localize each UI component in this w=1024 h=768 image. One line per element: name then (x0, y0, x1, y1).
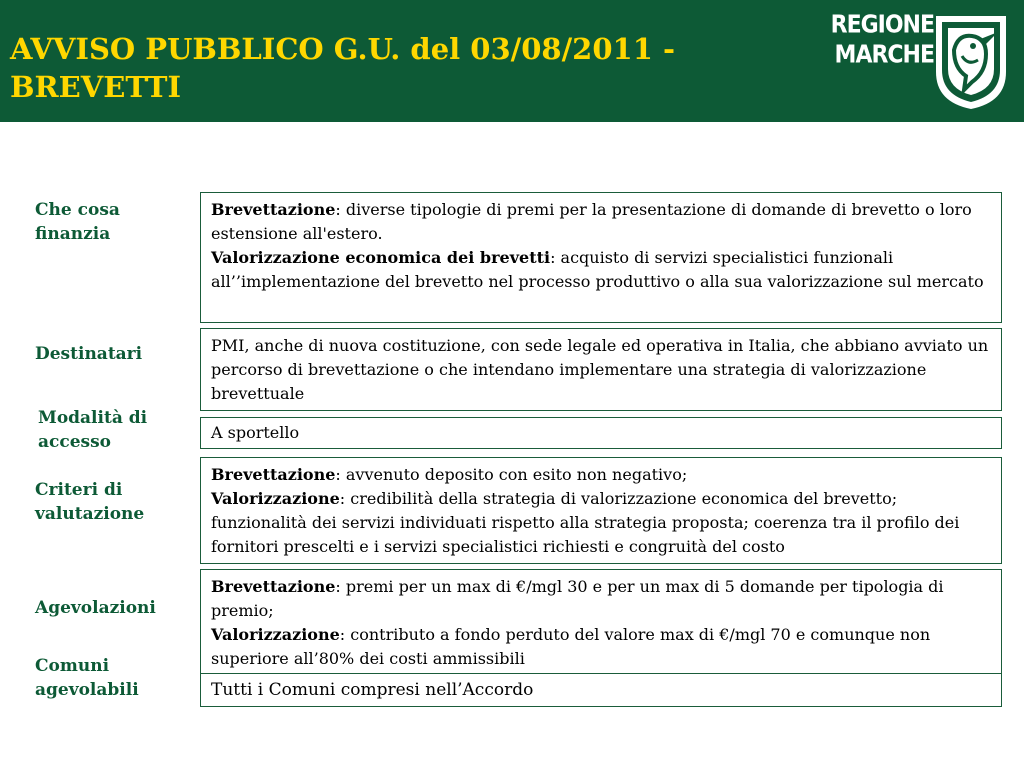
brevettazione-heading: Brevettazione (211, 577, 336, 596)
brevettazione-heading: Brevettazione (211, 200, 336, 219)
valorizzazione-text: : credibilità della strategia di valorizzazione economica del brevetto; funzionalità dei servizi individuati rispetto alla strategia proposta; coerenza tra il profilo dei fornitori prescelti e i servizi specialistici richiesti e congruità del costo (211, 489, 960, 556)
box-agevolazioni (200, 569, 1002, 676)
page-title: AVVISO PUBBLICO G.U. del 03/08/2011 - BREVETTI (10, 32, 676, 104)
box-comuni-agevolabili (200, 673, 1002, 707)
regione-marche-logo (818, 10, 1018, 112)
brevettazione-text: : avvenuto deposito con esito non negativo; (335, 465, 688, 484)
valorizzazione-heading: Valorizzazione (211, 489, 340, 508)
woodpecker-shield-icon (928, 10, 1014, 112)
brevettazione-heading: Brevettazione (211, 465, 336, 484)
destinatari-text: PMI, anche di nuova costituzione, con sede legale ed operativa in Italia, che abbiano avviato un percorso di brevettazione o che intendano implementare una strategia di valorizzazione brevettuale (211, 336, 989, 403)
logo-text-regione: REGIONE (830, 10, 934, 40)
box-destinatari (200, 328, 1002, 411)
valorizzazione-heading: Valorizzazione economica dei brevetti (211, 248, 551, 267)
label-agevolazioni: Agevolazioni (35, 598, 156, 618)
valorizzazione-heading: Valorizzazione (211, 625, 340, 644)
label-criteri-di-valutazione: Criteri di valutazione (35, 480, 145, 524)
brevettazione-text: : diverse tipologie di premi per la presentazione di domande di brevetto o loro estensione all'estero. (211, 200, 972, 243)
box-modalita-di-accesso (200, 417, 1002, 449)
header-banner (0, 0, 1024, 122)
box-che-cosa-finanzia (200, 192, 1002, 323)
label-che-cosa-finanzia: Che cosa finanzia (35, 200, 120, 244)
brevettazione-text: : premi per un max di €/mgl 30 e per un max di 5 domande per tipologia di premio; (211, 577, 944, 620)
valorizzazione-text: : acquisto di servizi specialistici funzionali all’’implementazione del brevetto nel processo produttivo o alla sua valorizzazione sul mercato (211, 248, 984, 291)
comuni-text: Tutti i Comuni compresi nell’Accordo (211, 680, 534, 700)
box-criteri-di-valutazione (200, 457, 1002, 564)
modalita-text: A sportello (211, 423, 300, 442)
label-destinatari: Destinatari (35, 344, 143, 364)
valorizzazione-text: : contributo a fondo perduto del valore max di €/mgl 70 e comunque non superiore all’80% dei costi ammissibili (211, 625, 931, 668)
logo-text-marche: MARCHE (834, 40, 934, 70)
label-modalita-di-accesso: Modalità di accesso (38, 408, 148, 452)
label-comuni-agevolabili: Comuni agevolabili (35, 656, 139, 700)
